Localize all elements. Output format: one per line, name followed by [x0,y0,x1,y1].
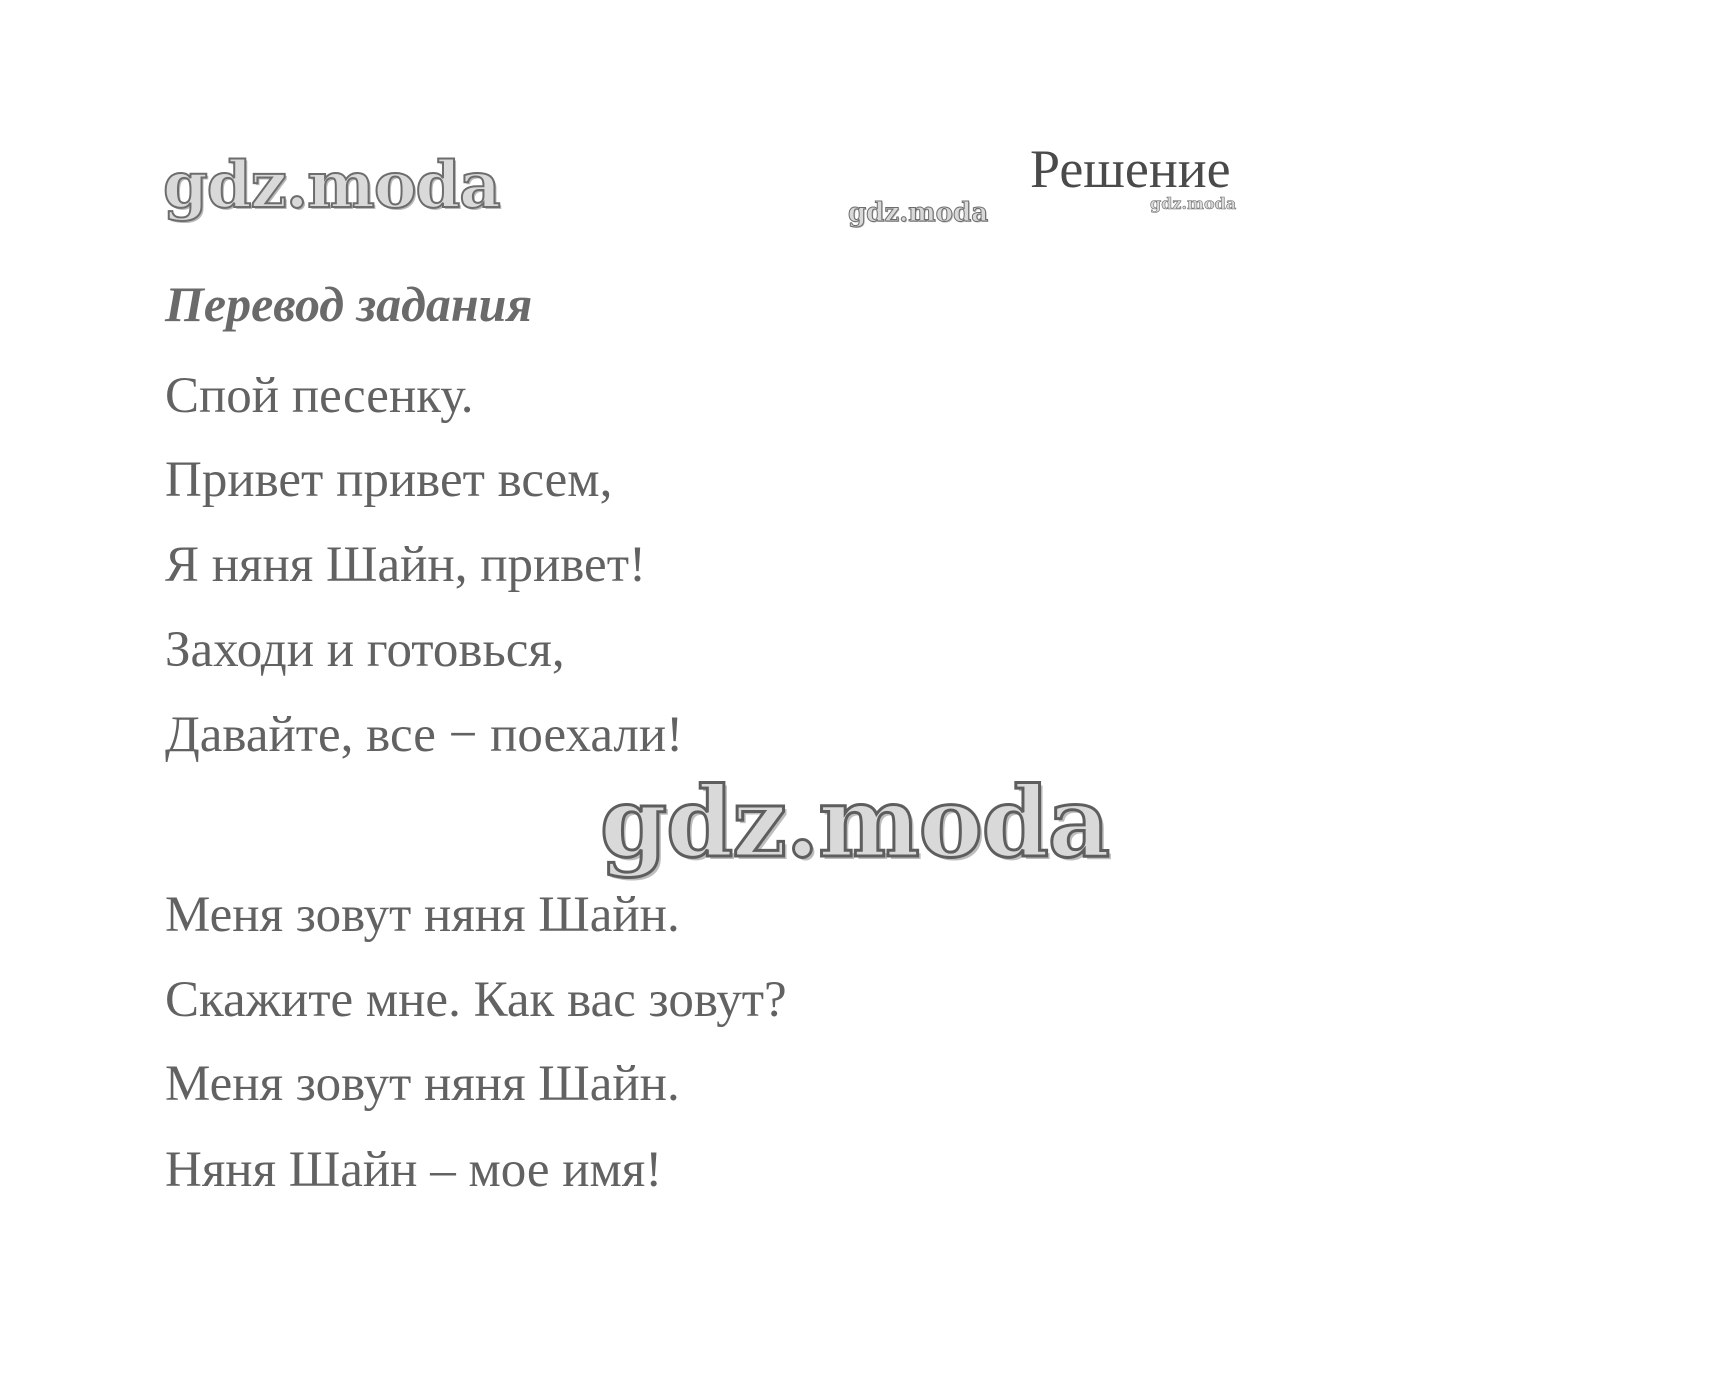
watermark-logo: gdz.moda [163,148,500,223]
task-heading: Перевод задания [165,276,533,332]
watermark-logo-tiny: gdz.moda [1150,194,1237,213]
text-line: Привет привет всем, [165,452,613,508]
text-line: Я няня Шайн, привет! [165,537,646,593]
text-line: Скажите мне. Как вас зовут? [165,972,787,1028]
text-line: Няня Шайн – мое имя! [165,1142,663,1198]
watermark-logo-small: gdz.moda [848,198,989,228]
text-line: Меня зовут няня Шайн. [165,887,680,943]
text-line: Спой песенку. [165,368,474,424]
text-line: Давайте, все − поехали! [165,707,684,763]
text-line: Заходи и готовься, [165,622,565,678]
text-line: Меня зовут няня Шайн. [165,1056,680,1112]
watermark-logo-center: gdz.moda [600,766,1110,879]
solution-heading: Решение [1030,139,1231,199]
